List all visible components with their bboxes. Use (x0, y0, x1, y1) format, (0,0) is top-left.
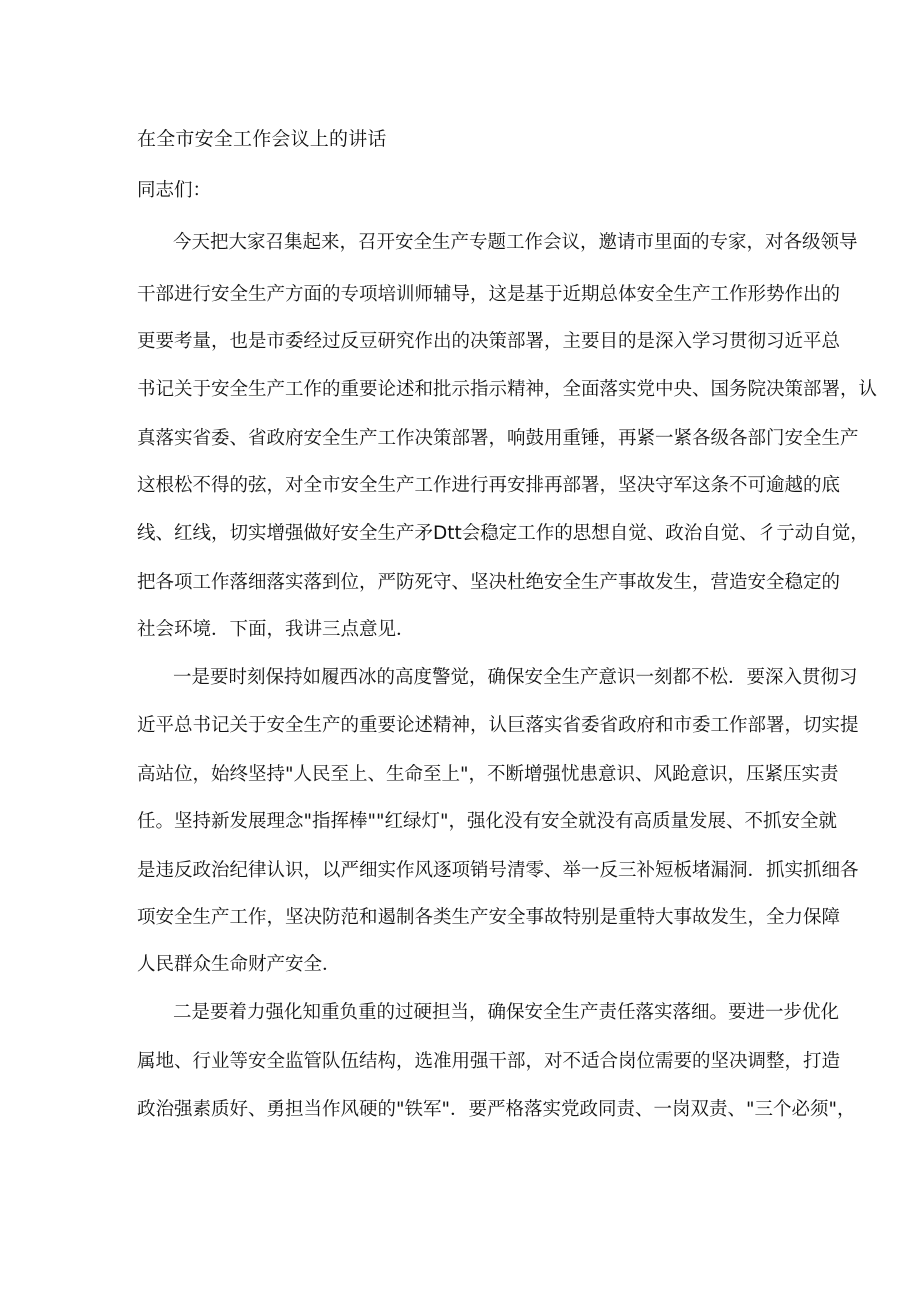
paragraph-3-line: 政治强素质好、勇担当作风硬的"铁军"．要严格落实党政同责、一岗双责、"三个必须"， (137, 1099, 856, 1120)
paragraph-1-line: 干部进行安全生产方面的专项培训师辅导，这是基于近期总体安全生产工作形势作出的 (137, 284, 841, 305)
document-title: 在全市安全工作会议上的讲话 (137, 128, 387, 150)
paragraph-2-line: 任。坚持新发展理念"指挥棒""红绿灯"，强化没有安全就没有高质量发展、不抓安全就 (137, 811, 838, 832)
paragraph-2-line: 一是要时刻保持如履西冰的高度警觉，确保安全生产意识一刻都不松．要深入贯彻习 (173, 667, 858, 688)
paragraph-2-line: 是违反政治纪律认识，以严细实作风逐项销号清零、举一反三补短板堵漏洞．抓实抓细各 (137, 860, 859, 881)
paragraph-1-line: 线、红线，切实增强做好安全生产矛Dtt会稳定工作的思想自觉、政治自觉、彳亍动自觉， (137, 523, 869, 544)
paragraph-1-line: 把各项工作落细落实落到位，严防死守、坚决杜绝安全生产事故发生，营造安全稳定的 (137, 572, 841, 593)
paragraph-2-line: 人民群众生命财产安全． (137, 954, 341, 975)
paragraph-2-line: 项安全生产工作，坚决防范和遏制各类生产安全事故特别是重特大事故发生，全力保障 (137, 907, 841, 928)
paragraph-1-line: 真落实省委、省政府安全生产工作决策部署，响鼓用重锤，再紧一紧各级各部门安全生产 (137, 428, 859, 449)
paragraph-3-line: 二是要着力强化知重负重的过硬担当，确保安全生产责任落实落细。要进一步优化 (173, 1002, 840, 1023)
paragraph-2-line: 近平总书记关于安全生产的重要论述精神，认巨落实省委省政府和市委工作部署，切实提 (137, 715, 859, 736)
paragraph-1-line: 社会环境．下面，我讲三点意见． (137, 619, 415, 640)
paragraph-1-line: 今天把大家召集起来，召开安全生产专题工作会议，邀请市里面的专家，对各级领导 (173, 232, 858, 253)
salutation: 同志们： (137, 180, 212, 201)
paragraph-1-line: 更要考量，也是市委经过反豆研究作出的决策部署，主要目的是深入学习贯彻习近平总 (137, 331, 841, 352)
paragraph-2-line: 高站位，始终坚持"人民至上、生命至上"，不断增强忧患意识、风跄意识，压紧压实责 (137, 764, 839, 785)
paragraph-1-line: 书记关于安全生产工作的重要论述和批示指示精神，全面落实党中央、国务院决策部署，认 (137, 379, 878, 400)
paragraph-1-line: 这根松不得的弦，对全市安全生产工作进行再安排再部署，坚决守军这条不可逾越的底 (137, 475, 841, 496)
paragraph-3-line: 属地、行业等安全监管队伍结构，选准用强干部，对不适合岗位需要的坚决调整，打造 (137, 1051, 841, 1072)
